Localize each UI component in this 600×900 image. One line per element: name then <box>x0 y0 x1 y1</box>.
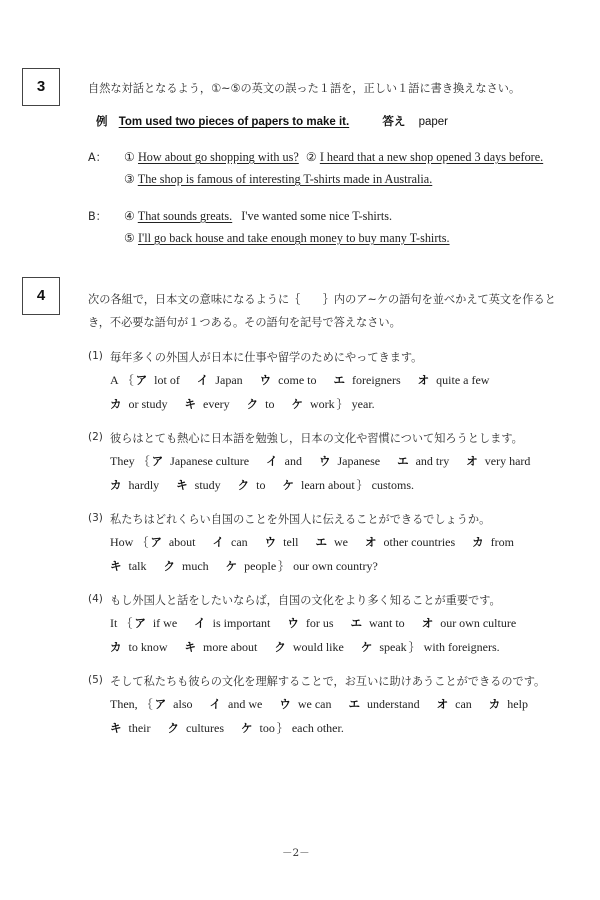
key-i: イ <box>266 454 278 468</box>
sentence-3-number: ③ <box>124 172 135 186</box>
key-ki: キ <box>176 478 188 492</box>
key-a: ア <box>151 454 164 468</box>
sentence-2-number: ② <box>305 150 317 164</box>
example-sentence: Tom used two pieces of papers to make it. <box>118 116 350 128</box>
option-o: other countries <box>383 535 456 549</box>
key-ku: ク <box>237 478 250 492</box>
item-3-options-line-1 <box>110 534 514 550</box>
option-e: and try <box>415 454 450 468</box>
open-brace: ｛ <box>141 698 153 711</box>
item-4-suffix: with foreigners. <box>423 640 500 654</box>
example-label: 例 <box>96 116 108 128</box>
key-ku: ク <box>246 397 259 411</box>
open-brace: ｛ <box>137 536 149 549</box>
dialogue-line-4 <box>88 231 450 246</box>
item-2-options-line-2 <box>110 477 414 493</box>
key-u: ウ <box>264 535 277 549</box>
open-brace: ｛ <box>122 374 134 387</box>
option-a: Japanese culture <box>170 454 250 468</box>
key-u: ウ <box>259 373 272 387</box>
item-5-japanese: そして私たちも彼らの文化を理解することで，お互いに助けあうことができるのです。 <box>110 675 546 688</box>
item-3-number: (3) <box>88 512 103 524</box>
key-i: イ <box>212 535 225 549</box>
key-o: オ <box>466 454 478 468</box>
option-ke: too <box>259 721 275 735</box>
option-e: we <box>334 535 348 549</box>
option-e: want to <box>369 616 405 630</box>
option-i: can <box>231 535 248 549</box>
dialogue-line-3 <box>88 208 392 224</box>
sentence-5: I'll go back house and take enough money to buy many T-shirts. <box>137 231 450 245</box>
example-answer: paper <box>418 116 449 128</box>
option-ki: every <box>203 397 230 411</box>
option-ki: more about <box>203 640 258 654</box>
item-4-number: (4) <box>88 593 103 605</box>
option-o: quite a few <box>436 373 490 387</box>
option-ke: people <box>244 559 277 573</box>
option-a: about <box>168 535 196 549</box>
option-ki: their <box>128 721 151 735</box>
dialogue-line-1 <box>88 149 543 165</box>
option-a: lot of <box>154 373 180 387</box>
key-ki: キ <box>110 721 122 735</box>
item-4-options-line-2 <box>110 639 500 655</box>
key-e: エ <box>348 697 360 711</box>
key-i: イ <box>196 373 209 387</box>
key-e: エ <box>350 616 363 630</box>
question-4-instruction-line-2: き，不必要な語句が１つある。その語句を記号で答えなさい。 <box>88 316 401 329</box>
option-ki: study <box>194 478 221 492</box>
key-i: イ <box>209 697 221 711</box>
key-e: エ <box>333 373 345 387</box>
dialogue-line-2 <box>88 172 432 187</box>
key-ke: ケ <box>282 478 295 492</box>
option-ke: speak <box>379 640 407 654</box>
question-3-example <box>96 113 448 129</box>
key-ke: ケ <box>360 640 373 654</box>
option-ku: much <box>182 559 209 573</box>
option-ku: to <box>265 397 275 411</box>
item-1-suffix: year. <box>351 397 375 411</box>
key-ki: キ <box>184 397 196 411</box>
item-3-suffix: our own country? <box>293 559 378 573</box>
item-3-prefix: How <box>110 535 134 549</box>
option-ku: would like <box>292 640 344 654</box>
sentence-5-number: ⑤ <box>124 231 135 245</box>
key-ku: ク <box>163 559 175 573</box>
option-ke: learn about <box>301 478 355 492</box>
item-2-prefix: They <box>110 454 135 468</box>
item-2-suffix: customs. <box>371 478 415 492</box>
item-5-suffix: each other. <box>291 721 344 735</box>
item-5-prefix: Then, <box>110 697 138 711</box>
option-ke: work <box>310 397 335 411</box>
option-e: understand <box>366 697 420 711</box>
key-o: オ <box>365 535 377 549</box>
option-o: very hard <box>484 454 531 468</box>
key-ka: カ <box>110 478 122 492</box>
open-brace: ｛ <box>121 617 133 630</box>
key-ka: カ <box>110 640 122 654</box>
option-u: tell <box>283 535 299 549</box>
key-ke: ケ <box>241 721 253 735</box>
item-4-japanese: もし外国人と話をしたいならば，自国の文化をより多く知ることが重要です。 <box>110 594 501 607</box>
question-4-number-box: 4 <box>22 277 60 315</box>
key-u: ウ <box>279 697 291 711</box>
close-brace: ｝ <box>356 479 368 492</box>
open-brace: ｛ <box>138 455 150 468</box>
question-3-number-box: 3 <box>22 68 60 106</box>
item-4-options-line-1 <box>110 615 516 631</box>
option-o: can <box>455 697 472 711</box>
key-e: エ <box>315 535 327 549</box>
option-ka: to know <box>128 640 168 654</box>
option-ku: to <box>256 478 266 492</box>
example-answer-label: 答え <box>382 116 406 128</box>
key-o: オ <box>436 697 449 711</box>
question-3-instruction: 自然な対話となるよう，①~⑤の英文の誤った１語を，正しい１語に書き換えなさい。 <box>88 82 521 95</box>
item-5-number: (5) <box>88 674 103 686</box>
item-2-number: (2) <box>88 431 103 443</box>
item-5-options-line-2 <box>110 720 344 736</box>
option-ka: help <box>507 697 528 711</box>
key-ka: カ <box>472 535 484 549</box>
option-i: is important <box>212 616 271 630</box>
option-o: our own culture <box>440 616 517 630</box>
key-u: ウ <box>287 616 299 630</box>
option-u: we can <box>297 697 332 711</box>
sentence-4: That sounds greats. <box>137 209 233 223</box>
item-3-options-line-2 <box>110 558 378 574</box>
question-4-instruction-line-1: 次の各組で，日本文の意味になるように｛ ｝内のア~ケの語句を並べかえて英文を作ると <box>88 293 556 306</box>
key-ka: カ <box>488 697 501 711</box>
option-i: Japan <box>215 373 243 387</box>
close-brace: ｝ <box>276 722 288 735</box>
key-ke: ケ <box>225 559 238 573</box>
close-brace: ｝ <box>278 560 290 573</box>
option-u: Japanese <box>337 454 381 468</box>
key-ku: ク <box>167 721 179 735</box>
sentence-1: How about go shopping with us? <box>137 150 299 164</box>
key-ki: キ <box>110 559 122 573</box>
item-4-prefix: It <box>110 616 118 630</box>
page-number: －2－ <box>282 847 310 859</box>
item-5-options-line-1 <box>110 696 528 712</box>
sentence-4-number: ④ <box>124 209 135 223</box>
item-1-japanese: 毎年多くの外国人が日本に仕事や留学のためにやってきます。 <box>110 351 423 364</box>
key-i: イ <box>194 616 206 630</box>
key-a: ア <box>134 616 146 630</box>
option-u: come to <box>278 373 317 387</box>
sentence-4-continuation: I've wanted some nice T-shirts. <box>241 209 393 223</box>
close-brace: ｝ <box>336 398 348 411</box>
key-e: エ <box>397 454 409 468</box>
sentence-3: The shop is famous of interesting T-shirts made in Australia. <box>137 172 433 186</box>
item-1-number: (1) <box>88 350 103 362</box>
option-ka: hardly <box>128 478 160 492</box>
item-1-options-line-1 <box>110 372 489 388</box>
item-1-prefix: A <box>110 373 119 387</box>
option-u: for us <box>305 616 334 630</box>
option-ki: talk <box>128 559 147 573</box>
sentence-2: I heard that a new shop opened 3 days before. <box>319 150 544 164</box>
option-e: foreigners <box>352 373 401 387</box>
option-ka: or study <box>128 397 168 411</box>
option-ku: cultures <box>186 721 224 735</box>
key-u: ウ <box>318 454 331 468</box>
key-o: オ <box>421 616 434 630</box>
speaker-b-label: B： <box>88 210 107 223</box>
speaker-a-label: A： <box>88 151 107 164</box>
key-a: ア <box>135 373 148 387</box>
key-ke: ケ <box>291 397 303 411</box>
key-a: ア <box>154 697 167 711</box>
item-2-japanese: 彼らはとても熱心に日本語を勉強し，日本の文化や習慣について知ろうとします。 <box>110 432 523 445</box>
close-brace: ｝ <box>408 641 420 654</box>
item-3-japanese: 私たちはどれくらい自国のことを外国人に伝えることができるでしょうか。 <box>110 513 491 526</box>
key-ka: カ <box>110 397 122 411</box>
option-i: and we <box>228 697 263 711</box>
option-ka: from <box>490 535 514 549</box>
key-ki: キ <box>184 640 196 654</box>
item-1-options-line-2 <box>110 396 375 412</box>
option-a: if we <box>152 616 178 630</box>
key-a: ア <box>150 535 162 549</box>
option-i: and <box>284 454 302 468</box>
key-o: オ <box>417 373 430 387</box>
sentence-1-number: ① <box>124 150 135 164</box>
key-ku: ク <box>274 640 286 654</box>
option-a: also <box>173 697 193 711</box>
item-2-options-line-1 <box>110 453 530 469</box>
